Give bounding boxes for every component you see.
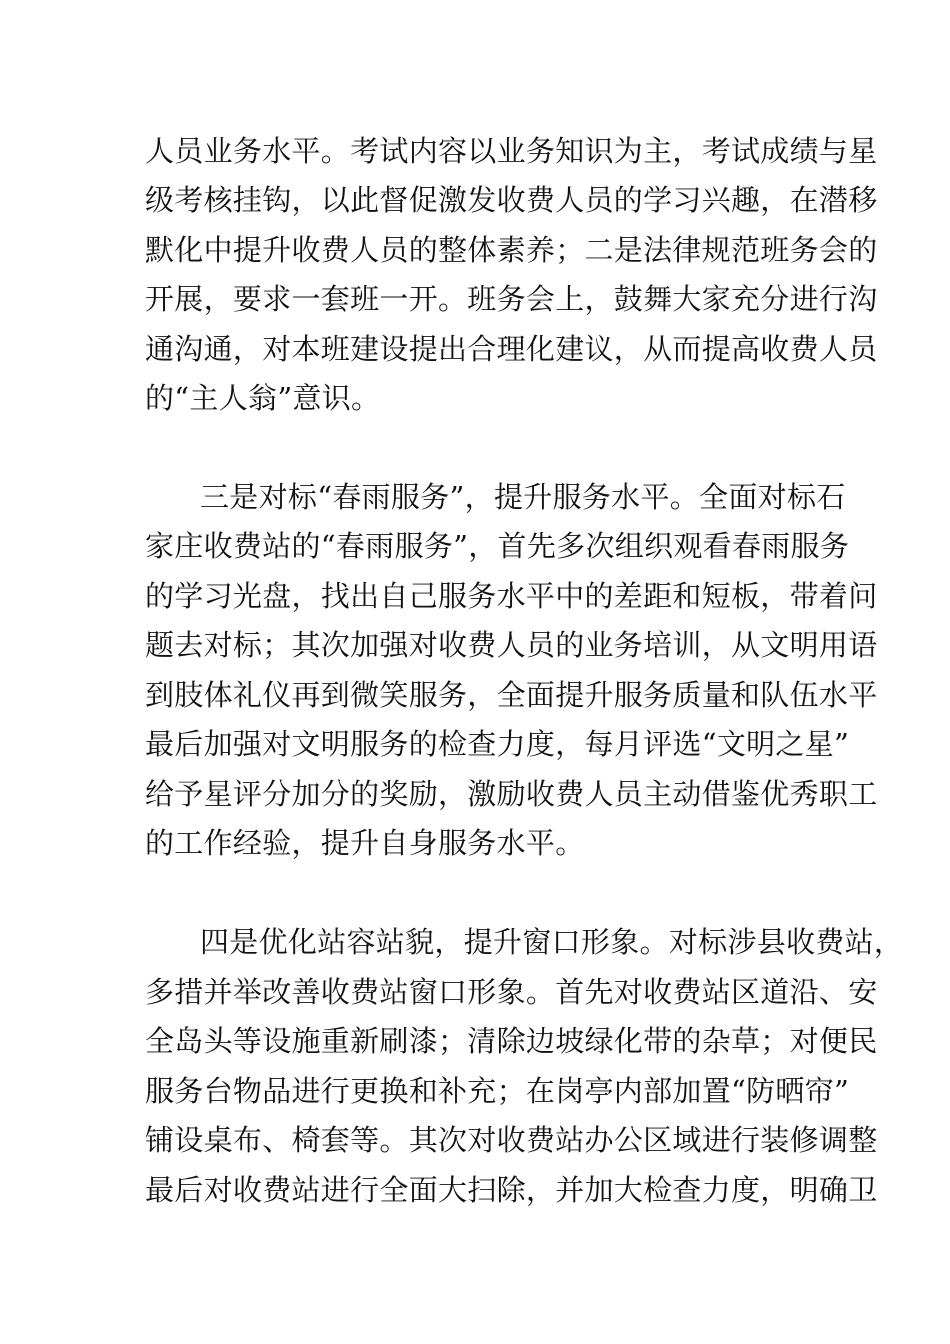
paragraph-line: 四是优化站容站貌，提升窗口形象。对标涉县收费站， bbox=[200, 925, 904, 959]
paragraph-line: 开展，要求一套班一开。班务会上，鼓舞大家充分进行沟 bbox=[145, 282, 878, 316]
paragraph-line: 题去对标；其次加强对收费人员的业务培训，从文明用语 bbox=[145, 628, 878, 662]
paragraph-line: 通沟通，对本班建设提出合理化建议，从而提高收费人员 bbox=[145, 332, 878, 366]
paragraph-line: 服务台物品进行更换和补充；在岗亭内部加置“防晒帘” bbox=[145, 1074, 850, 1108]
paragraph-line: 的“主人翁”意识。 bbox=[145, 381, 381, 415]
paragraph-line: 给予星评分加分的奖励，激励收费人员主动借鉴优秀职工 bbox=[145, 777, 878, 811]
paragraph-line: 默化中提升收费人员的整体素养；二是法律规范班务会的 bbox=[145, 233, 878, 267]
paragraph-line: 到肢体礼仪再到微笑服务，全面提升服务质量和队伍水平 bbox=[145, 678, 878, 712]
paragraph-line: 家庄收费站的“春雨服务”，首先多次组织观看春雨服务 bbox=[145, 529, 850, 563]
paragraph-line: 人员业务水平。考试内容以业务知识为主，考试成绩与星 bbox=[145, 134, 878, 168]
paragraph-line: 级考核挂钩，以此督促激发收费人员的学习兴趣，在潜移 bbox=[145, 183, 878, 217]
paragraph-line: 三是对标“春雨服务”，提升服务水平。全面对标石 bbox=[200, 480, 846, 514]
paragraph-line: 的工作经验，提升自身服务水平。 bbox=[145, 826, 585, 860]
paragraph-line: 最后加强对文明服务的检查力度，每月评选“文明之星” bbox=[145, 727, 850, 761]
paragraph-line: 全岛头等设施重新刷漆；清除边坡绿化带的杂草；对便民 bbox=[145, 1024, 878, 1058]
paragraph-line: 的学习光盘，找出自己服务水平中的差距和短板，带着问 bbox=[145, 579, 878, 613]
paragraph-line: 最后对收费站进行全面大扫除，并加大检查力度，明确卫 bbox=[145, 1173, 878, 1207]
paragraph-line: 多措并举改善收费站窗口形象。首先对收费站区道沿、安 bbox=[145, 975, 878, 1009]
paragraph-line: 铺设桌布、椅套等。其次对收费站办公区域进行装修调整 bbox=[145, 1123, 878, 1157]
